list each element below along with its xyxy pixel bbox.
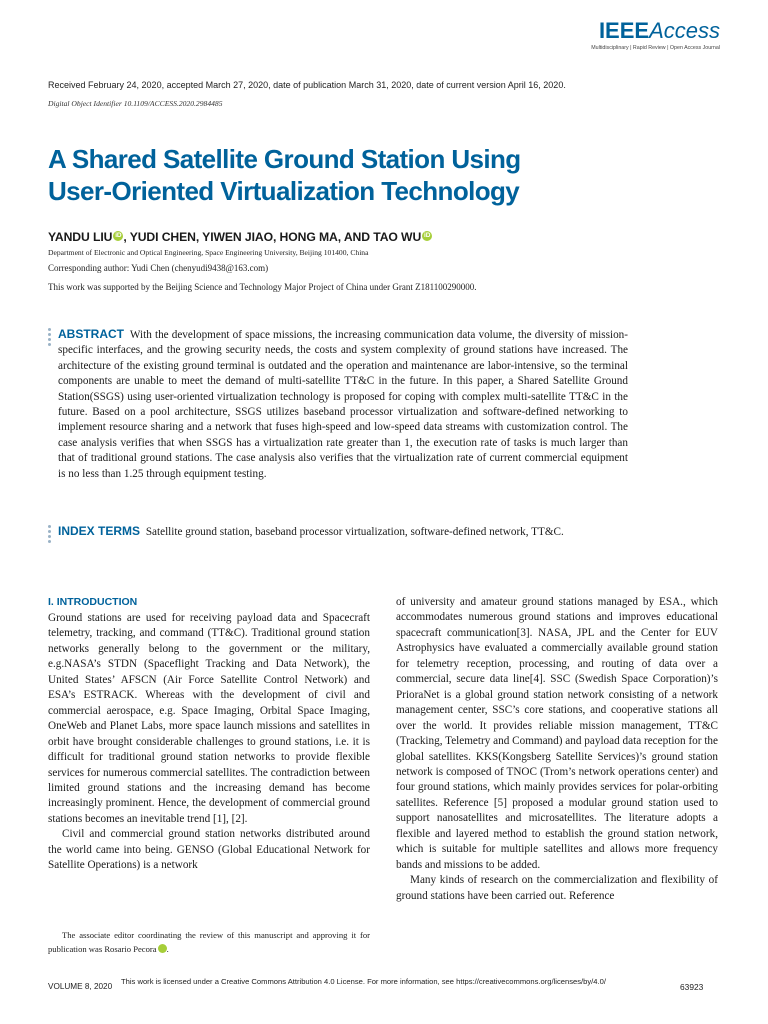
orcid-icon[interactable]: iD <box>158 944 167 953</box>
abstract-text: With the development of space missions, the increasing communication data volume, the diversity of mission-specific interfaces, and the growing security needs, the costs and system complexity of ground stations have increased. The architecture of the existing ground terminal is outdated and the operation and maintenance are labor-intensive, so the terminal components are unable to meet the demand of multi-satellite TT&C in the future. In this paper, a Shared Satellite Ground Station(SSGS) using user-oriented virtualization technology is proposed for coping with complex multi-satellite TT&C in the future. Based on a pool architecture, SSGS utilizes baseband processor virtualization and software-defined networking to implement resource sharing and a network that fuses high-speed and low-speed data streams with customization control. The case analysis verifies that when SSGS has a virtualization rate greater than 1, the execution rate of tasks is much larger than that of traditional ground stations. The case analysis also verifies that the virtualization rate of current commercial equipment is no less than 1.25 through equipment testing. <box>58 329 628 480</box>
intro-paragraph-2: Civil and commercial ground station networks distributed around the world came into being. GENSO (Global Educational Network for Satellite Operations) is a network <box>48 828 370 872</box>
author-rest: , YUDI CHEN, YIWEN JIAO, HONG MA, AND TAO WU <box>123 230 422 244</box>
orcid-icon[interactable]: iD <box>115 232 122 239</box>
section-heading-introduction: I. INTRODUCTION <box>48 596 138 608</box>
intro-paragraph-3: of university and amateur ground stations managed by ESA., which accommodates numerous ground stations and improves educational spacecraft communication[3]. NASA, JPL and the Center for EUV Astrophysics have evaluated a commercially available ground station for telemetry reception, processing, and routing of data over a commercial, secure data line[4]. SSC (Swedish Space Corporation)’s PrioraNet is a global ground station network consisting of a network management center, SSC’s core stations, and cooperative stations all over the world. It provides reliable mission management, TT&C (Tracking, Telemetry and Command) and payload data reception for the global satellites. KKS(Kongsberg Satellite Services)’s ground station network is composed of TNOC (Trom’s network operations center) and four ground stations, which mainly provides services for polar-orbiting satellites. Reference [5] proposed a modular ground station used to support nanosatellites and microsatellites. The literature adopts a flexible and layered method to establish the ground station network, which is suitable for multiple satellites and allows more frequency bands and missions to be added. <box>396 596 718 871</box>
doi: Digital Object Identifier 10.1109/ACCESS.2020.2984485 <box>48 99 223 108</box>
title-line-1: A Shared Satellite Ground Station Using <box>48 144 521 174</box>
abstract-dots-icon <box>48 328 52 348</box>
affiliation: Department of Electronic and Optical Engineering, Space Engineering University, Beijing 101400, China <box>48 248 369 257</box>
orcid-icon[interactable]: iD <box>424 232 431 239</box>
body-column-right <box>396 595 718 904</box>
index-terms-text: Satellite ground station, baseband processor virtualization, software-defined network, TT&C. <box>145 526 564 538</box>
journal-logo <box>560 18 720 58</box>
abstract-label: ABSTRACT <box>58 327 124 341</box>
author-first: YANDU LIU <box>48 230 113 244</box>
corresponding-author: Corresponding author: Yudi Chen (chenyudi9438@163.com) <box>48 263 269 273</box>
footer-volume: VOLUME 8, 2020 <box>48 982 113 991</box>
footer-license: This work is licensed under a Creative Commons Attribution 4.0 License. For more information, see https://creativecommons.org/licenses/by/4.0/ <box>121 977 606 986</box>
footnote-text: The associate editor coordinating the review of this manuscript and approving it for publication was Rosario Pecora <box>48 930 370 954</box>
paper-title <box>48 143 608 207</box>
index-terms <box>58 524 628 540</box>
logo-ieee-text: IEEE <box>598 18 650 43</box>
intro-paragraph-4: Many kinds of research on the commercialization and flexibility of ground stations have been carried out. Reference <box>396 874 718 902</box>
logo-tagline: Multidisciplinary | Rapid Review | Open Access Journal <box>591 45 720 51</box>
editor-footnote: The associate editor coordinating the review of this manuscript and approving it for publication was Rosario Pecora iD. <box>48 930 370 954</box>
logo-access-text: Access <box>649 18 720 43</box>
index-terms-dots-icon <box>48 525 52 545</box>
body-column-left <box>48 611 370 874</box>
index-terms-label: INDEX TERMS <box>58 524 141 538</box>
page-number: 63923 <box>680 982 704 992</box>
author-list <box>48 230 432 244</box>
intro-paragraph-1: Ground stations are used for receiving payload data and Spacecraft telemetry, tracking, and command (TT&C). Traditional ground station networks generally belong to the government or the military, e.g.NASA’s STDN (Spaceflight Tracking and Data Network), the United States’ AFSCN (Air Force Satellite Control Network) and ESA’s ESTRACK. Whereas with the development of civil and commercial aerospace, e.g. Space Imaging, Orbital Space Imaging, OneWeb and Planet Labs, more space launch missions and satellites in orbit have brought considerable challenges to ground stations, i.e. it is difficult for traditional ground station networks to provide flexible services for numerous commercial satellites. The contradiction between limited ground stations and the increasing demand has become increasingly prominent. Hence, the development of commercial ground stations becomes an inevitable trend [1], [2]. <box>48 612 370 825</box>
received-dates: Received February 24, 2020, accepted March 27, 2020, date of publication March 31, 2020, date of current version April 16, 2020. <box>48 80 566 90</box>
abstract <box>58 327 628 482</box>
title-line-2: User-Oriented Virtualization Technology <box>48 176 520 206</box>
funding-note: This work was supported by the Beijing Science and Technology Major Project of China under Grant Z181100290000. <box>48 282 477 292</box>
